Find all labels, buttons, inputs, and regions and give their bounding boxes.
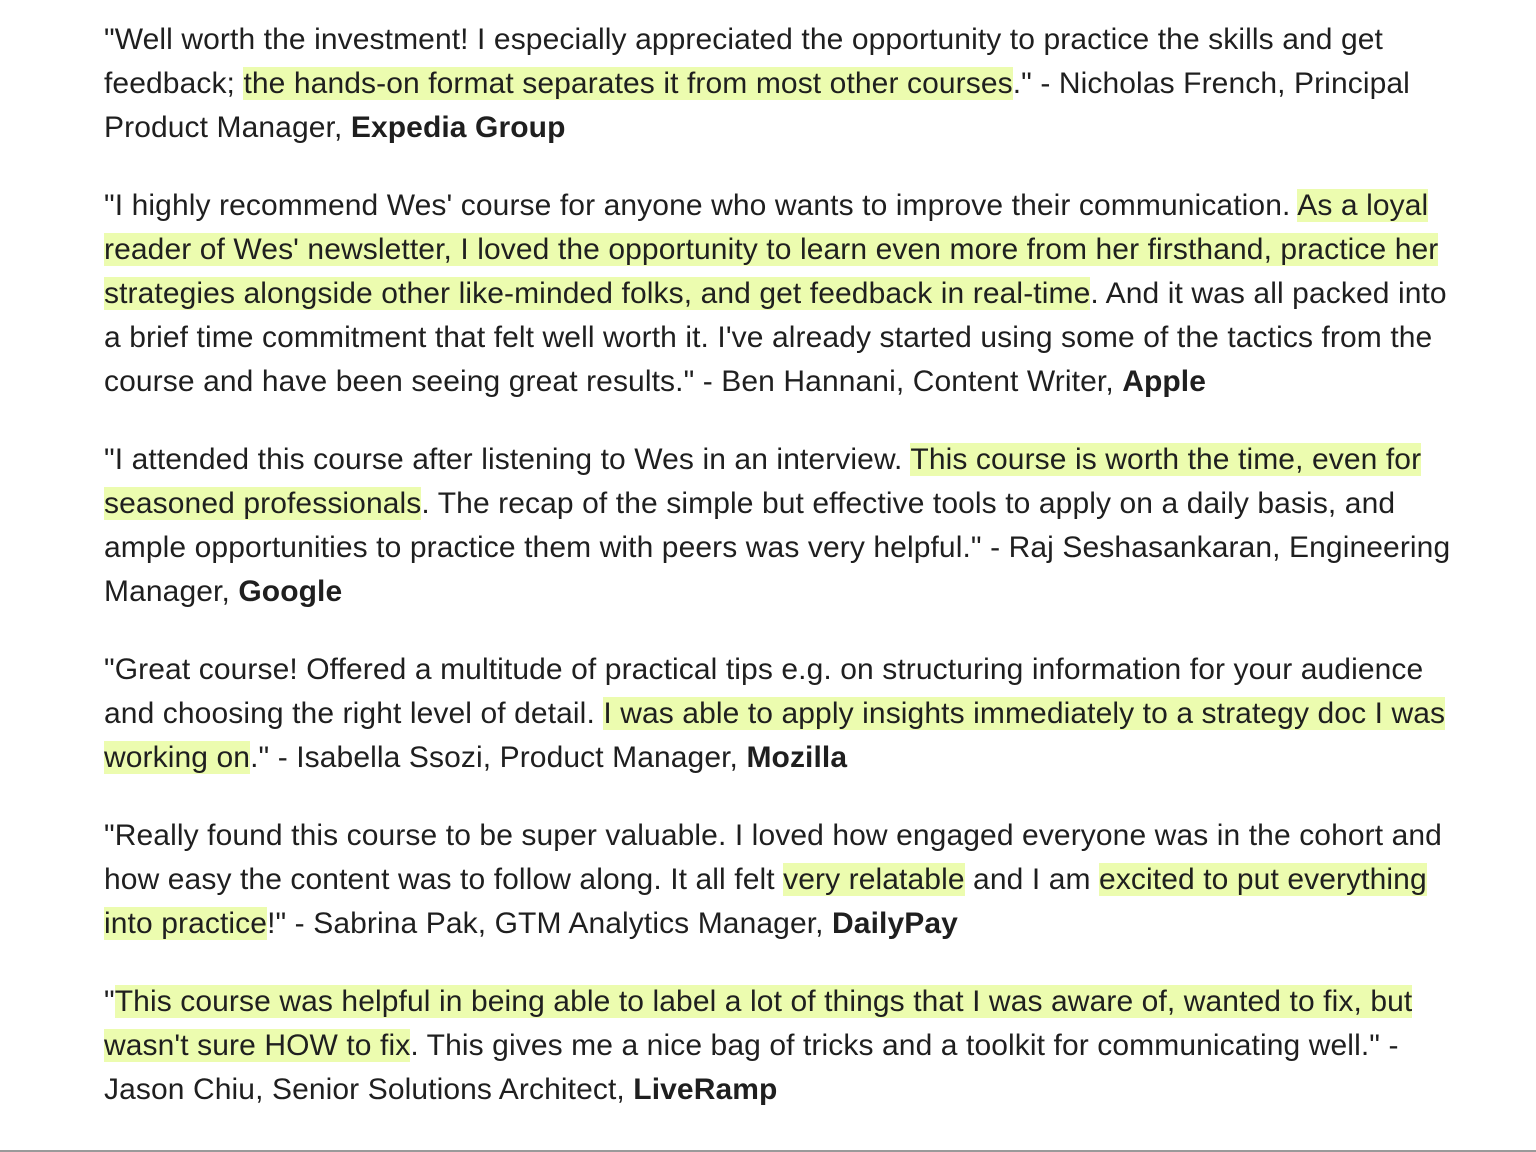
testimonial: [104, 980, 1452, 1112]
highlighted-text: As a loyal reader of Wes' newsletter, I loved the opportunity to learn even more from her firsthand, practice her strategies alongside other like-minded folks, and get feedback in real-time: [104, 189, 1439, 310]
quote-text: "Really found this course to be super valuable. I loved how engaged everyone was in the cohort and how easy the content was to follow along. It all felt: [104, 819, 1442, 896]
testimonial: [104, 648, 1452, 780]
company-name: Apple: [1122, 365, 1207, 398]
company-name: LiveRamp: [633, 1073, 778, 1106]
company-name: Google: [238, 575, 343, 608]
company-name: DailyPay: [832, 907, 958, 940]
quote-text: "I attended this course after listening to Wes in an interview.: [104, 443, 911, 476]
quote-text: . And it was all packed into a brief time commitment that felt well worth it. I've already started using some of the tactics from the course and have been seeing great results." - Ben Hannani, Content Writer,: [104, 277, 1447, 398]
highlighted-text: This course is worth the time, even for seasoned professionals: [104, 443, 1422, 520]
company-name: Expedia Group: [350, 111, 566, 144]
quote-text: "I highly recommend Wes' course for anyone who wants to improve their communication.: [104, 189, 1298, 222]
highlighted-text: This course was helpful in being able to label a lot of things that I was aware of, wanted to fix, but wasn't sure HOW to fix: [104, 985, 1413, 1062]
quote-text: "Well worth the investment! I especially appreciated the opportunity to practice the skills and get feedback;: [104, 23, 1383, 100]
quote-text: ." - Isabella Ssozi, Product Manager,: [250, 741, 747, 774]
quote-text: ": [104, 985, 115, 1018]
testimonial: [104, 18, 1452, 150]
testimonial: [104, 814, 1452, 946]
quote-text: ." - Nicholas French, Principal Product Manager,: [104, 67, 1410, 144]
quote-text: . The recap of the simple but effective tools to apply on a daily basis, and ample opportunities to practice them with peers was very helpful." - Raj Seshasankaran, Engineering Manager,: [104, 487, 1451, 608]
company-name: Mozilla: [746, 741, 848, 774]
highlighted-text: I was able to apply insights immediately to a strategy doc I was working on: [104, 697, 1446, 774]
highlighted-text: very relatable: [783, 863, 965, 896]
quote-text: !" - Sabrina Pak, GTM Analytics Manager,: [267, 907, 833, 940]
quote-text: and I am: [964, 863, 1100, 896]
testimonials-list: [104, 18, 1452, 1146]
testimonial: [104, 438, 1452, 614]
quote-text: "Great course! Offered a multitude of practical tips e.g. on structuring information for your audience and choosing the right level of detail.: [104, 653, 1424, 730]
highlighted-text: excited to put everything into practice: [104, 863, 1427, 940]
highlighted-text: the hands-on format separates it from most other courses: [243, 67, 1013, 100]
testimonial: [104, 184, 1452, 404]
quote-text: . This gives me a nice bag of tricks and a toolkit for communicating well." - Jason Chiu, Senior Solutions Architect,: [104, 1029, 1399, 1106]
